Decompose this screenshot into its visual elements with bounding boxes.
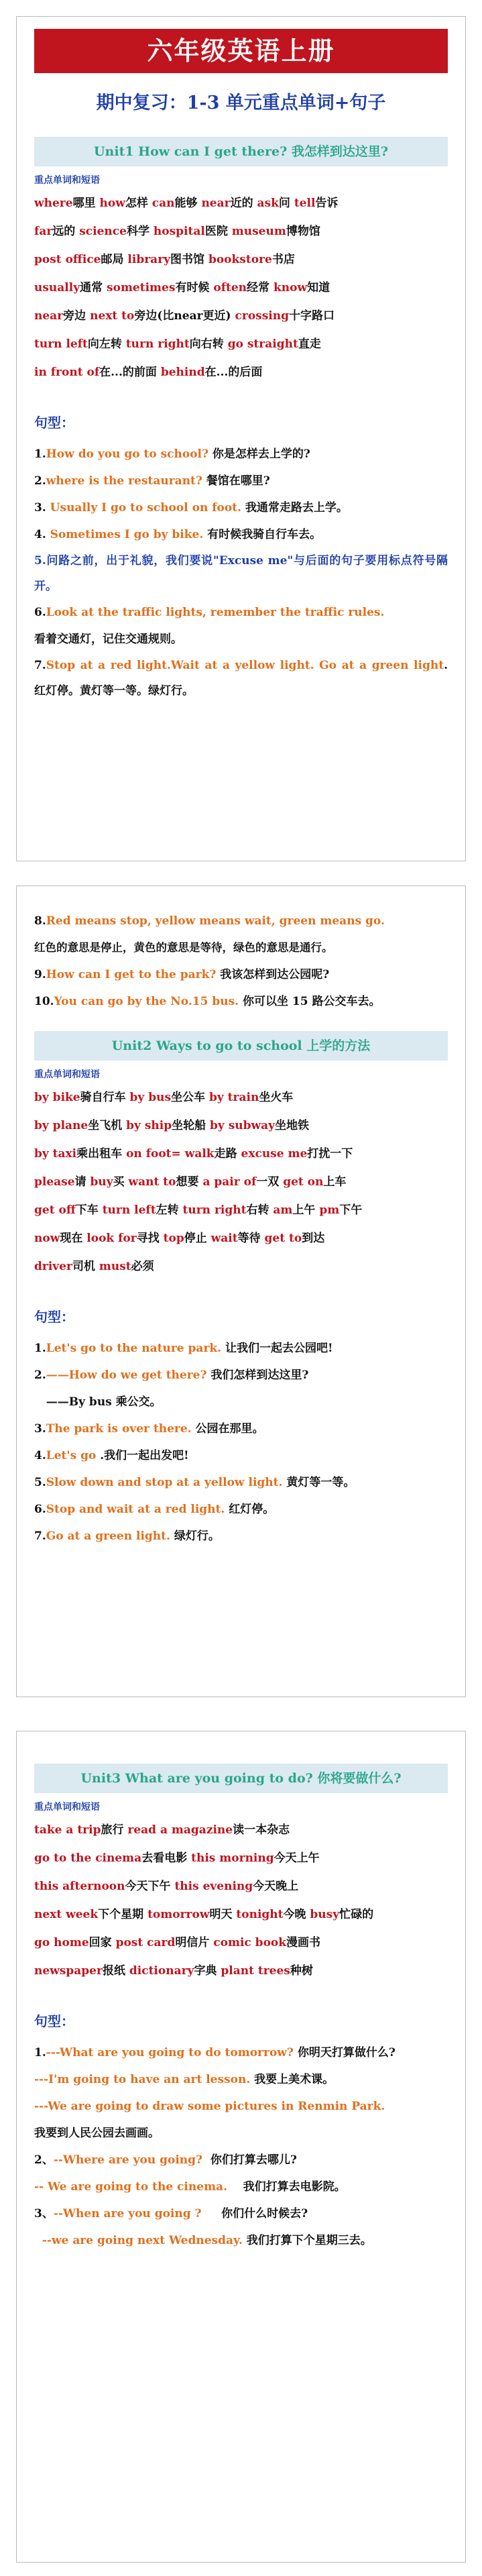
sentence-zh: 你们打算去哪儿? [202,2153,297,2167]
sentence-zh: 我要到人民公园去画画。 [34,2127,160,2140]
unit1-note: 5.问路之前，出于礼貌，我们要说"Excuse me"与后面的句子要用标点符号隔开。 [34,554,448,593]
unit3-sentence-list [17,2039,465,2254]
sentence-line [34,2039,448,2066]
vocab-line [34,1900,448,1929]
vocab-zh: 报纸 [102,1964,125,1978]
vocab-en: get on [283,1175,324,1189]
vocab-zh: 骑自行车 [80,1091,126,1104]
vocab-en: busy [310,1908,340,1921]
vocab-zh: 请 [74,1175,86,1189]
vocab-line [34,1083,448,1112]
vocab-zh: 科学 [126,225,149,238]
vocab-line [34,1140,448,1168]
sentence-line [34,1496,448,1523]
sentence-line [34,468,448,494]
sentence-line [34,1362,448,1389]
sentence-num: 9. [34,968,46,981]
sentence-zh: 公园在那里。 [191,1422,264,1436]
sentence-line [34,521,448,548]
vocab-zh: 忙碌的 [339,1908,374,1921]
vocab-zh: 等待 [237,1232,261,1245]
vocab-zh: 读一本杂志 [233,1823,290,1837]
vocab-zh: 邮局 [101,253,124,266]
vocab-en: by plane [34,1119,88,1132]
sentence-zh: ——By bus 乘公交。 [46,1395,162,1409]
vocab-line [34,1957,448,1985]
unit1-sentence-7 [34,653,448,704]
sentence-num: 1. [34,1342,46,1355]
vocab-en: sometimes [107,281,176,294]
vocab-zh: 下车 [75,1203,99,1217]
vocab-en: turn right [182,1203,247,1217]
vocab-en: often [213,281,247,294]
sentence-num: 1. [34,2046,46,2059]
sentence-9 [34,961,448,988]
sentence-en: ---I'm going to have an art lesson. [34,2073,251,2086]
vocab-zh: 图书馆 [170,253,205,266]
vocab-zh: 今晚 [283,1908,306,1921]
vocab-zh: 哪里 [72,197,96,210]
sentence-10 [34,988,448,1015]
unit2-vocab-list [17,1083,465,1281]
page-3 [16,1731,466,2563]
vocab-zh: 现在 [60,1232,83,1245]
sentence-en: Stop at a red light.Wait at a yellow light. Go at a green light [46,659,444,672]
vocab-en: hospital [153,225,205,238]
sentence-8-zh: 红色的意思是停止，黄色的意思是等待，绿色的意思是通行。 [34,941,333,954]
sentence-zh: 我们怎样到达这里? [206,1368,309,1382]
sentence-zh: 餐馆在哪里? [202,474,270,488]
vocab-zh: 坐地铁 [275,1119,310,1132]
vocab-en: newspaper [34,1964,103,1978]
sentence-en: Go at a green light. [46,1529,170,1543]
vocab-line [34,1224,448,1252]
vocab-zh: 回家 [88,1936,112,1949]
sentence-zh: 你明天打算做什么? [293,2046,396,2059]
vocab-zh: 到达 [302,1232,325,1245]
unit2-sentence-label: 句型： [34,1309,74,1325]
sentence-line [34,1335,448,1362]
vocab-zh: 字典 [194,1964,217,1978]
sentence-num: 2、 [34,2153,54,2167]
page-subtitle: 期中复习：1-3 单元重点单词+句子 [96,93,386,113]
sentence-en: ---We are going to draw some pictures in Renmin Park. [34,2100,385,2113]
vocab-zh: 远的 [52,225,76,238]
vocab-zh: 博物馆 [286,225,320,238]
sentence-num [34,1395,46,1409]
vocab-zh: 下午 [339,1203,363,1217]
vocab-zh: 去看电影 [141,1851,188,1865]
vocab-zh: 想要 [176,1175,199,1189]
sentence-num [34,2234,42,2247]
vocab-zh: 旁边 [63,309,86,323]
vocab-en: science [79,225,127,238]
sentence-zh: 我们打算去电影院。 [227,2180,346,2194]
unit3-vocab-list [17,1816,465,1985]
vocab-zh: 种树 [290,1964,313,1978]
vocab-en: this evening [174,1880,253,1893]
vocab-line [34,1929,448,1957]
vocab-en: take a trip [34,1823,101,1837]
vocab-en: by bike [34,1091,80,1104]
sentence-line [34,2093,448,2120]
sentence-num: 4. [34,1449,46,1462]
sentence-en: Let's go [46,1449,97,1462]
vocab-en: museum [231,225,286,238]
sentence-en: -- We are going to the cinema. [34,2180,227,2194]
title-banner: 六年级英语上册 [34,29,448,73]
sentence-line [34,1442,448,1469]
sentence-en: Sometimes I go by bike. [50,528,204,541]
vocab-en: this morning [191,1851,274,1865]
vocab-en: want to [128,1175,176,1189]
vocab-en: pm [319,1203,340,1217]
sentence-zh: 我通常走路去上学。 [241,501,348,515]
sentence-line [34,2200,448,2227]
sentence-zh: 你可以坐 15 路公交车去。 [239,995,381,1008]
vocab-line [34,246,448,274]
vocab-en: next week [34,1908,99,1921]
vocab-zh: 直走 [298,337,321,351]
sentence-line [34,2066,448,2093]
vocab-zh: 下个星期 [98,1908,144,1921]
vocab-en: by subway [210,1119,276,1132]
sentence-line [34,2147,448,2174]
vocab-en: how [99,197,125,210]
vocab-zh: 向右转 [189,337,224,351]
vocab-en: by ship [126,1119,172,1132]
vocab-line [34,1844,448,1872]
vocab-line [34,1252,448,1281]
sentence-line [34,2174,448,2200]
unit1-sentence-label: 句型： [34,415,74,431]
vocab-en: go to the cinema [34,1851,142,1865]
vocab-en: comic book [213,1936,287,1949]
unit3-vocab-label: 重点单词和短语 [34,1802,100,1813]
vocab-en: dictionary [129,1964,194,1978]
vocab-zh: 今天上午 [274,1851,320,1865]
vocab-en: excuse me [241,1147,308,1161]
vocab-line [34,302,448,330]
sentence-num: 8. [34,914,46,928]
vocab-en: a pair of [202,1175,257,1189]
vocab-en: please [34,1175,75,1189]
vocab-zh: 在...的前面 [99,366,157,379]
vocab-zh: 乘出租车 [76,1147,123,1161]
vocab-zh: 近的 [230,197,253,210]
vocab-line [34,1168,448,1196]
vocab-en: look for [86,1232,137,1245]
unit1-sentence-list [17,441,465,548]
sentence-num: 7. [34,659,46,672]
vocab-en: tell [294,197,316,210]
vocab-en: go home [34,1936,89,1949]
vocab-en: turn left [102,1203,156,1217]
sentence-zh: 你是怎样去上学的? [208,447,310,461]
vocab-en: near [34,309,64,323]
sentence-num: 3. [34,1422,46,1436]
unit1-header: Unit1 How can I get there? 我怎样到达这里? [34,137,448,166]
vocab-zh: 打扰一下 [307,1147,353,1161]
unit2-vocab-label: 重点单词和短语 [34,1069,100,1080]
vocab-line [34,1872,448,1900]
sentence-num: 6. [34,606,46,619]
sentence-en: Usually I go to school on foot. [50,501,241,515]
sentence-line [34,441,448,468]
sentence-8 [34,908,448,934]
vocab-line [34,1112,448,1140]
vocab-zh: 告诉 [315,197,339,210]
vocab-line [34,330,448,358]
vocab-en: driver [34,1260,72,1273]
vocab-zh: 坐火车 [259,1091,294,1104]
vocab-zh: 问 [278,197,290,210]
vocab-en: get off [34,1203,76,1217]
sentence-zh: 黄灯等一等。 [282,1476,355,1489]
sentence-en: ---What are you going to do tomorrow? [46,2046,294,2059]
vocab-zh: 知道 [307,281,330,294]
vocab-zh: 停止 [184,1232,207,1245]
vocab-zh: 经常 [247,281,270,294]
sentence-zh: 红灯停。 [225,1503,275,1516]
vocab-zh: 十字路口 [289,309,335,323]
vocab-en: am [273,1203,293,1217]
vocab-en: can [152,197,175,210]
sentence-line [34,1389,448,1415]
vocab-en: tomorrow [147,1908,210,1921]
vocab-zh: 寻找 [136,1232,160,1245]
vocab-line [34,1816,448,1844]
vocab-en: by taxi [34,1147,77,1161]
vocab-en: where [34,197,73,210]
vocab-line [34,189,448,217]
sentence-line [34,2120,448,2147]
sentence-num: 10. [34,995,54,1008]
sentence-num: 3、 [34,2207,54,2220]
vocab-zh: 明天 [209,1908,233,1921]
vocab-zh: 旁边(比near更近) [134,309,231,323]
sentence-en: Look at the traffic lights, remember the traffic rules. [46,606,385,619]
sentence-num: 5. [34,1476,46,1489]
vocab-en: wait [210,1232,238,1245]
vocab-en: on foot= walk [126,1147,215,1161]
sentence-zh: . 红灯停。黄灯等一等。绿灯行。 [34,659,448,698]
vocab-zh: 必须 [131,1260,154,1273]
sentence-zh: 有时候我骑自行车去。 [203,528,322,541]
vocab-line [34,1196,448,1224]
vocab-en: now [34,1232,60,1245]
vocab-en: behind [160,366,205,379]
unit2-sentence-list [17,1335,465,1550]
vocab-en: next to [90,309,135,323]
sentence-en: Red means stop, yellow means wait, green means go. [46,914,385,928]
vocab-zh: 坐轮船 [172,1119,206,1132]
vocab-en: bookstore [208,253,272,266]
vocab-en: usually [34,281,80,294]
vocab-zh: 医院 [204,225,228,238]
sentence-en: Stop and wait at a red light. [46,1503,225,1516]
page-1 [16,16,466,861]
sentence-line [34,494,448,521]
vocab-en: turn right [125,337,190,351]
vocab-en: get to [264,1232,302,1245]
vocab-zh: 一双 [256,1175,280,1189]
sentence-zh: 让我们一起去公园吧! [221,1342,333,1355]
sentence-num: 6. [34,1503,46,1516]
sentence-zh: 绿灯行。 [170,1529,220,1543]
sentence-num: 3. [34,501,50,515]
vocab-zh: 左转 [156,1203,179,1217]
unit3-sentence-label: 句型： [34,2013,74,2029]
sentence-zh: 我该怎样到达公园呢? [216,968,330,981]
sentence-en: The park is over there. [46,1422,192,1436]
unit1-sentence-6 [34,599,448,626]
vocab-en: by bus [129,1091,172,1104]
vocab-zh: 有时候 [175,281,210,294]
vocab-en: must [99,1260,131,1273]
vocab-en: top [163,1232,184,1245]
vocab-en: far [34,225,53,238]
sentence-num: 1. [34,447,46,461]
sentence-en: Slow down and stop at a yellow light. [46,1476,283,1489]
vocab-zh: 右转 [246,1203,269,1217]
sentence-num: 4. [34,528,50,541]
sentence-en: How can I get to the park? [46,968,217,981]
sentence-en: How do you go to school? [46,447,208,461]
vocab-zh: 今天晚上 [253,1880,299,1893]
sentence-line [34,2227,448,2254]
unit3-header: Unit3 What are you going to do? 你将要做什么? [34,1764,448,1793]
sentence-en: ——How do we get there? [46,1368,207,1382]
vocab-zh: 向左转 [87,337,122,351]
vocab-zh: 旅行 [101,1823,124,1837]
sentence-zh: .我们一起出发吧! [96,1449,189,1462]
vocab-line [34,217,448,246]
sentence-line [34,1469,448,1496]
vocab-zh: 书店 [272,253,295,266]
page-2 [16,885,466,1697]
vocab-en: post office [34,253,101,266]
vocab-en: crossing [235,309,290,323]
vocab-en: turn left [34,337,88,351]
vocab-zh: 走路 [214,1147,237,1161]
vocab-en: buy [90,1175,113,1189]
vocab-en: library [127,253,171,266]
vocab-line [34,274,448,302]
unit1-vocab-label: 重点单词和短语 [34,175,100,186]
unit1-vocab-list [17,189,465,386]
vocab-zh: 买 [113,1175,125,1189]
vocab-zh: 明信片 [175,1936,210,1949]
vocab-zh: 上车 [323,1175,347,1189]
vocab-zh: 坐飞机 [88,1119,123,1132]
sentence-line [34,1523,448,1550]
sentence-en: where is the restaurant? [46,474,202,488]
vocab-zh: 上午 [292,1203,316,1217]
sentence-en: --Where are you going? [53,2153,203,2167]
vocab-en: plant trees [221,1964,290,1978]
vocab-en: go straight [227,337,298,351]
sentence-num: 2. [34,474,46,488]
vocab-zh: 怎样 [125,197,148,210]
vocab-zh: 能够 [174,197,198,210]
sentence-en: Let's go to the nature park. [46,1342,222,1355]
sentence-zh: 你们什么时候去? [201,2207,308,2220]
unit1-sentence-6-zh: 看着交通灯，记住交通规则。 [34,633,182,646]
vocab-en: in front of [34,366,100,379]
sentence-num: 7. [34,1529,46,1543]
vocab-en: know [273,281,308,294]
vocab-en: by train [208,1091,259,1104]
vocab-zh: 漫画书 [286,1936,321,1949]
vocab-en: this afternoon [34,1880,125,1893]
vocab-en: near [201,197,231,210]
vocab-zh: 在...的后面 [204,366,263,379]
sentence-en: You can go by the No.15 bus. [54,995,239,1008]
sentence-zh: 我要上美术课。 [250,2073,335,2086]
vocab-en: post card [115,1936,176,1949]
vocab-zh: 坐公车 [171,1091,206,1104]
vocab-en: ask [257,197,279,210]
vocab-zh: 司机 [72,1260,95,1273]
sentence-en: --we are going next Wednesday. [42,2234,243,2247]
vocab-en: tonight [236,1908,284,1921]
vocab-en: read a magazine [127,1823,233,1837]
sentence-en: --When are you going ? [53,2207,202,2220]
sentence-num: 2. [34,1368,46,1382]
sentence-line [34,1415,448,1442]
sentence-zh: 我们打算下个星期三去。 [242,2234,372,2247]
vocab-line [34,358,448,386]
vocab-zh: 今天下午 [125,1880,171,1893]
vocab-zh: 通常 [80,281,103,294]
unit2-header: Unit2 Ways to go to school 上学的方法 [34,1031,448,1061]
